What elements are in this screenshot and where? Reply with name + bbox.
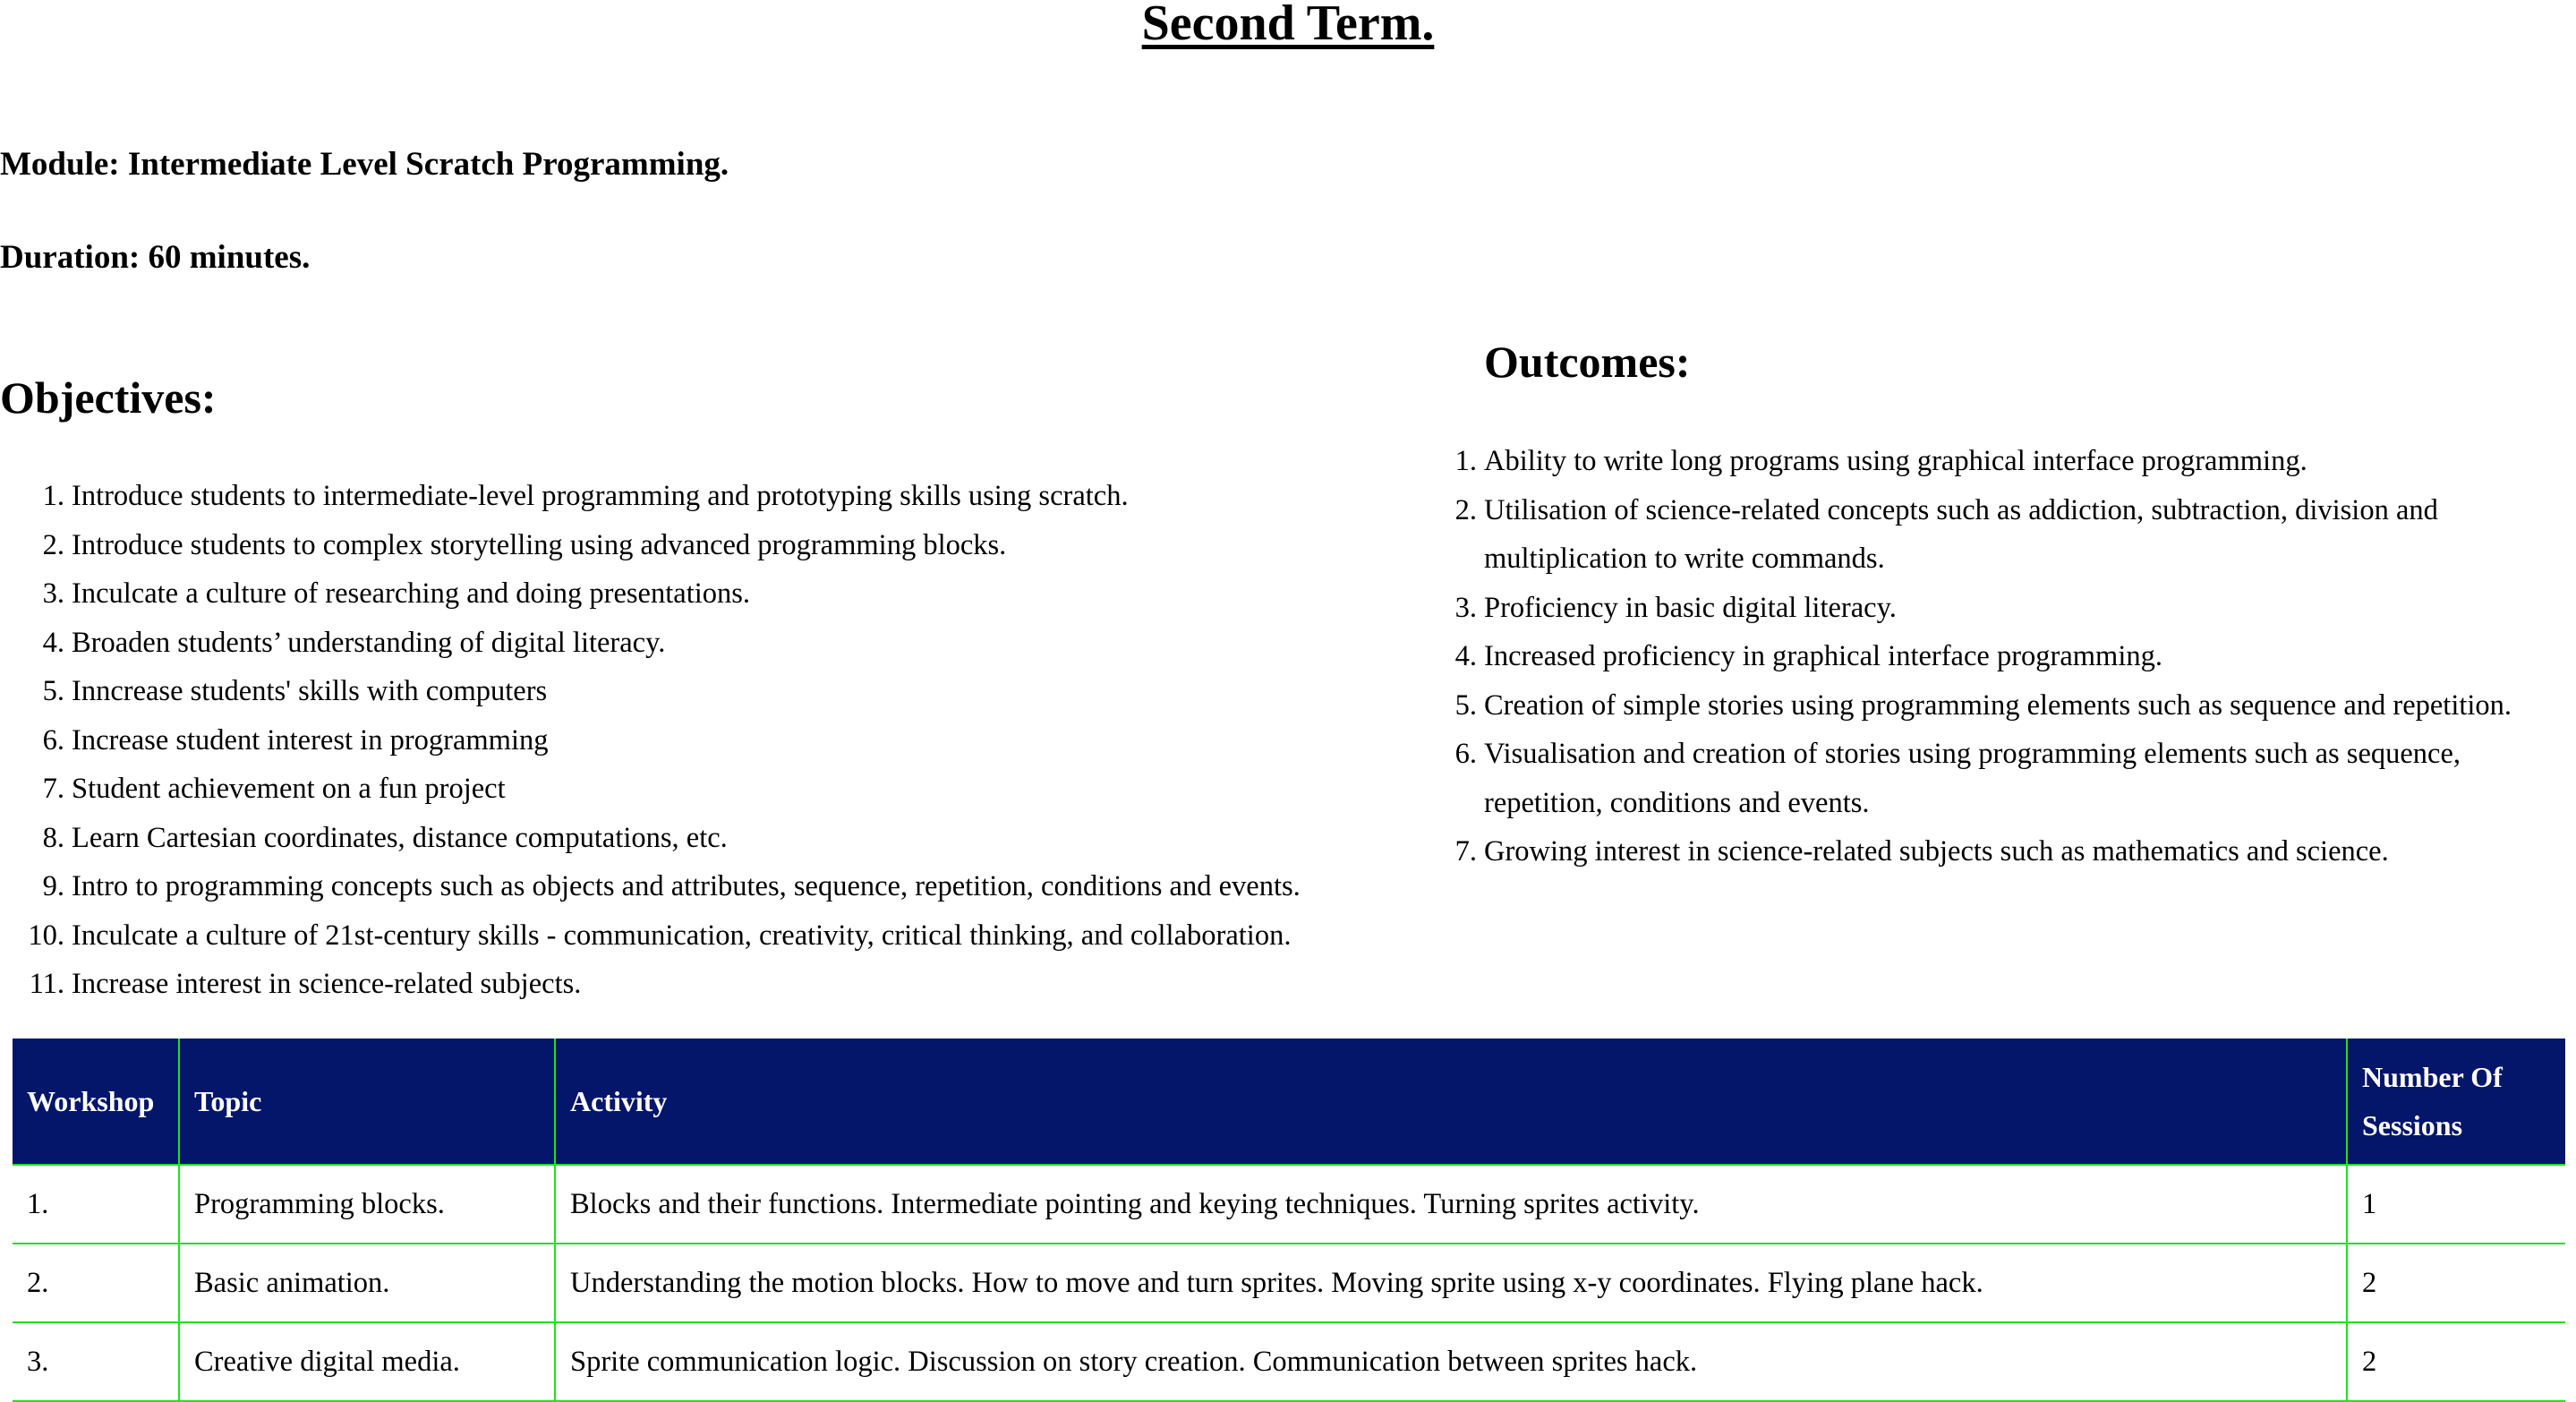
objective-item <box>42 619 1414 668</box>
objective-item <box>28 911 1414 961</box>
outcome-text: Proficiency in basic digital literacy. <box>1484 591 1897 624</box>
objective-item <box>42 862 1414 911</box>
objective-text: Increase student interest in programming <box>72 723 549 757</box>
outcome-number: 5. <box>1454 688 1477 722</box>
objective-text: Inculcate a culture of researching and doing presentations. <box>72 577 751 610</box>
cell-sessions: 2 <box>2347 1244 2565 1322</box>
outcome-item <box>1454 632 2572 681</box>
objective-number: 9. <box>42 870 64 902</box>
objective-number: 5. <box>42 675 64 707</box>
module-label: Module: Intermediate Level Scratch Programming. <box>0 146 729 183</box>
objective-text: Introduce students to intermediate-level programming and prototyping skills using scratch. <box>72 480 1129 512</box>
objective-item <box>29 960 1414 1009</box>
cell-topic: Basic animation. <box>179 1244 555 1322</box>
objective-number: 3. <box>42 577 64 610</box>
column-header-sessions: Number Of Sessions <box>2347 1039 2565 1165</box>
outcome-number: 2. <box>1454 493 1477 526</box>
column-header-activity: Activity <box>555 1039 2347 1165</box>
objective-number: 4. <box>42 626 64 659</box>
outcome-number: 4. <box>1454 640 1477 672</box>
outcome-text: Growing interest in science-related subjects such as mathematics and science. <box>1484 835 2389 868</box>
objective-text: Learn Cartesian coordinates, distance computations, etc. <box>72 821 728 854</box>
objective-item <box>42 472 1414 521</box>
outcome-number: 1. <box>1454 445 1477 477</box>
objective-number: 2. <box>42 528 64 561</box>
table-row <box>13 1244 2565 1322</box>
outcome-number: 6. <box>1454 738 1477 770</box>
objective-item <box>42 569 1414 619</box>
objective-text: Student achievement on a fun project <box>72 773 506 805</box>
objective-number: 10. <box>28 919 64 952</box>
table-body <box>13 1165 2565 1401</box>
cell-workshop: 1. <box>13 1165 179 1244</box>
column-header-topic: Topic <box>179 1039 555 1165</box>
objective-text: Broaden students’ understanding of digital literacy. <box>72 626 666 659</box>
outcome-item <box>1454 437 2572 486</box>
objectives-heading: Objectives: <box>0 372 217 423</box>
objective-number: 11. <box>29 968 64 1000</box>
outcome-item <box>1454 730 2572 827</box>
objective-number: 1. <box>42 480 64 512</box>
outcome-text: Increased proficiency in graphical interface programming. <box>1484 640 2162 672</box>
objective-text: Intro to programming concepts such as objects and attributes, sequence, repetition, conditions and events. <box>72 870 1301 902</box>
objective-number: 8. <box>42 821 64 854</box>
table-header <box>13 1039 2565 1165</box>
workshop-table <box>13 1039 2565 1402</box>
outcome-item <box>1454 584 2572 633</box>
objective-number: 7. <box>42 773 64 805</box>
objective-text: Inncrease students' skills with computers <box>72 675 548 707</box>
cell-sessions: 2 <box>2347 1322 2565 1401</box>
outcomes-list <box>1454 437 2572 876</box>
outcome-number: 3. <box>1454 591 1477 624</box>
objective-text: Inculcate a culture of 21st-century skills - communication, creativity, critical thinking, and collaboration. <box>72 919 1292 952</box>
cell-topic: Programming blocks. <box>179 1165 555 1244</box>
objective-text: Introduce students to complex storytelling using advanced programming blocks. <box>72 528 1007 561</box>
cell-workshop: 3. <box>13 1322 179 1401</box>
outcome-item <box>1454 486 2572 584</box>
outcome-item <box>1454 681 2572 731</box>
table-header-row <box>13 1039 2565 1165</box>
cell-activity: Understanding the motion blocks. How to move and turn sprites. Moving sprite using x-y coordinates. Flying plane hack. <box>555 1244 2347 1322</box>
cell-workshop: 2. <box>13 1244 179 1322</box>
table-row <box>13 1322 2565 1401</box>
objective-item <box>42 521 1414 570</box>
objective-number: 6. <box>42 723 64 757</box>
outcomes-heading: Outcomes: <box>1484 337 1691 387</box>
outcome-text: Creation of simple stories using programming elements such as sequence and repetition. <box>1484 688 2512 722</box>
cell-topic: Creative digital media. <box>179 1322 555 1401</box>
objectives-list <box>28 472 1414 1009</box>
page-title: Second Term. <box>1141 0 1435 51</box>
cell-activity: Blocks and their functions. Intermediate pointing and keying techniques. Turning sprites activity. <box>555 1165 2347 1244</box>
outcome-text: Utilisation of science-related concepts such as addiction, subtraction, division and multiplication to write commands. <box>1484 493 2438 575</box>
table-row <box>13 1165 2565 1244</box>
cell-activity: Sprite communication logic. Discussion on story creation. Communication between sprites hack. <box>555 1322 2347 1401</box>
objective-item <box>42 716 1414 765</box>
objective-text: Increase interest in science-related subjects. <box>72 968 582 1000</box>
objective-item <box>42 765 1414 814</box>
objective-item <box>42 667 1414 716</box>
cell-sessions: 1 <box>2347 1165 2565 1244</box>
outcome-number: 7. <box>1454 835 1477 868</box>
objective-item <box>42 814 1414 863</box>
column-header-workshop: Workshop <box>13 1039 179 1165</box>
outcome-item <box>1454 827 2572 876</box>
outcome-text: Visualisation and creation of stories using programming elements such as sequence, repetition, conditions and events. <box>1484 738 2461 819</box>
outcome-text: Ability to write long programs using graphical interface programming. <box>1484 445 2307 477</box>
duration-label: Duration: 60 minutes. <box>0 239 311 276</box>
